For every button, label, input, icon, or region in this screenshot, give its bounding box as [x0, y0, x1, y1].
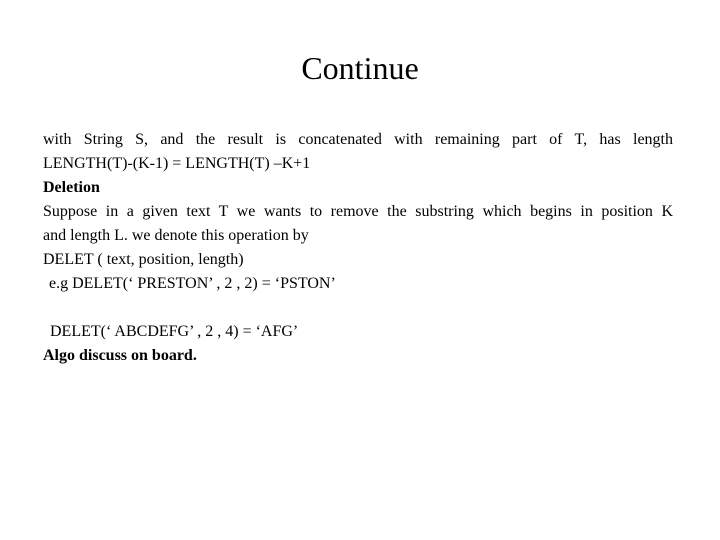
body-line-deletion-description-cont: and length L. we denote this operation by [43, 227, 309, 244]
body-line-concatenation: with String S, and the result is concatenated with remaining part of T, has length [43, 131, 673, 148]
example-line-abcdefg: DELET(‘ ABCDEFG’ , 2 , 4) = ‘AFG’ [50, 323, 299, 340]
body-line-length-formula: LENGTH(T)-(K-1) = LENGTH(T) –K+1 [43, 155, 311, 172]
algo-note: Algo discuss on board. [43, 347, 197, 364]
spacer [43, 296, 673, 320]
body-line-deletion-description: Suppose in a given text T we wants to remove the substring which begins in position K [43, 203, 673, 220]
slide-body [43, 128, 673, 368]
slide-title: Continue [301, 50, 419, 86]
body-line-delet-signature: DELET ( text, position, length) [43, 251, 244, 268]
deletion-heading: Deletion [43, 179, 100, 196]
example-line-preston: e.g DELET(‘ PRESTON’ , 2 , 2) = ‘PSTON’ [49, 275, 336, 292]
